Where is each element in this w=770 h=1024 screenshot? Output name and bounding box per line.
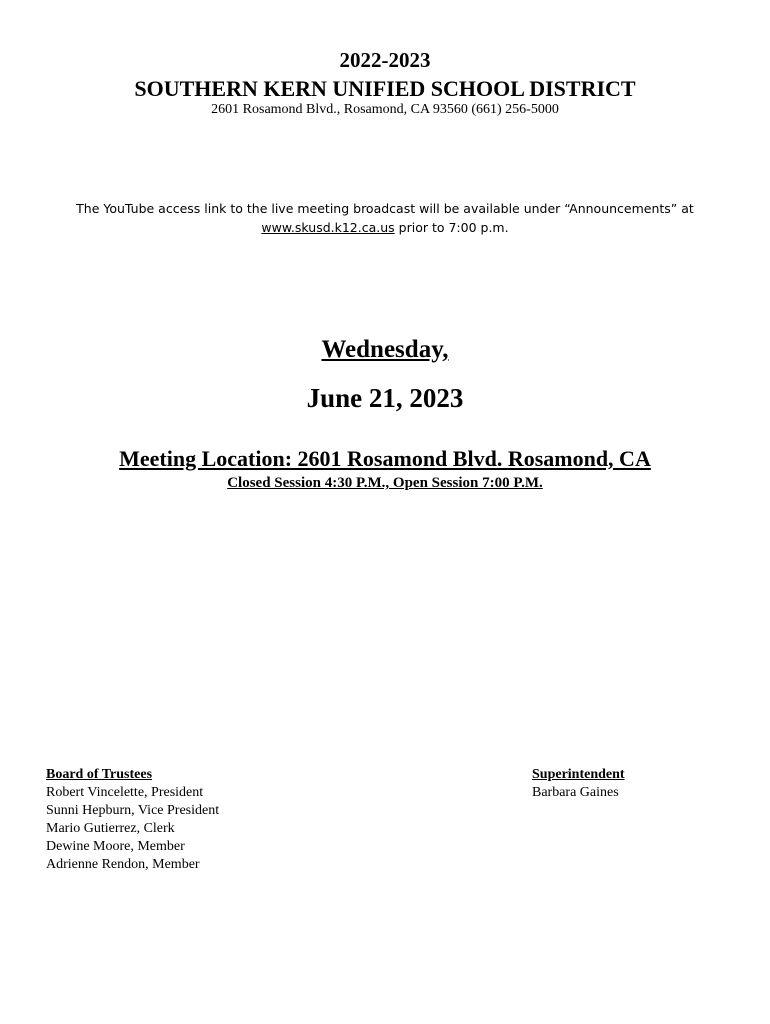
district-address: 2601 Rosamond Blvd., Rosamond, CA 93560 (661) 256-5000 (211, 102, 559, 117)
session-times: Closed Session 4:30 P.M., Open Session 7:00 P.M. (227, 475, 543, 491)
district-website-link[interactable]: www.skusd.k12.ca.us (261, 220, 395, 235)
meeting-location: Meeting Location: 2601 Rosamond Blvd. Rosamond, CA (119, 446, 651, 471)
board-member: Sunni Hepburn, Vice President (46, 803, 220, 818)
board-member: Dewine Moore, Member (46, 839, 185, 854)
broadcast-notice (40, 199, 730, 237)
board-member: Mario Gutierrez, Clerk (46, 821, 175, 836)
district-name: SOUTHERN KERN UNIFIED SCHOOL DISTRICT (134, 76, 636, 101)
board-heading: Board of Trustees (46, 767, 153, 782)
meeting-date: June 21, 2023 (306, 383, 464, 413)
meeting-weekday: Wednesday, (321, 336, 449, 363)
notice-text: The YouTube access link to the live meeting broadcast will be available under “Announcements” at (76, 201, 694, 216)
superintendent-block (532, 766, 625, 802)
school-year: 2022-2023 (339, 48, 431, 72)
board-of-trustees (46, 766, 219, 874)
board-member: Adrienne Rendon, Member (46, 857, 200, 872)
notice-text-after: prior to 7:00 p.m. (394, 220, 509, 235)
superintendent-heading: Superintendent (532, 767, 625, 782)
board-member: Robert Vincelette, President (46, 785, 204, 800)
superintendent-name: Barbara Gaines (532, 785, 619, 800)
